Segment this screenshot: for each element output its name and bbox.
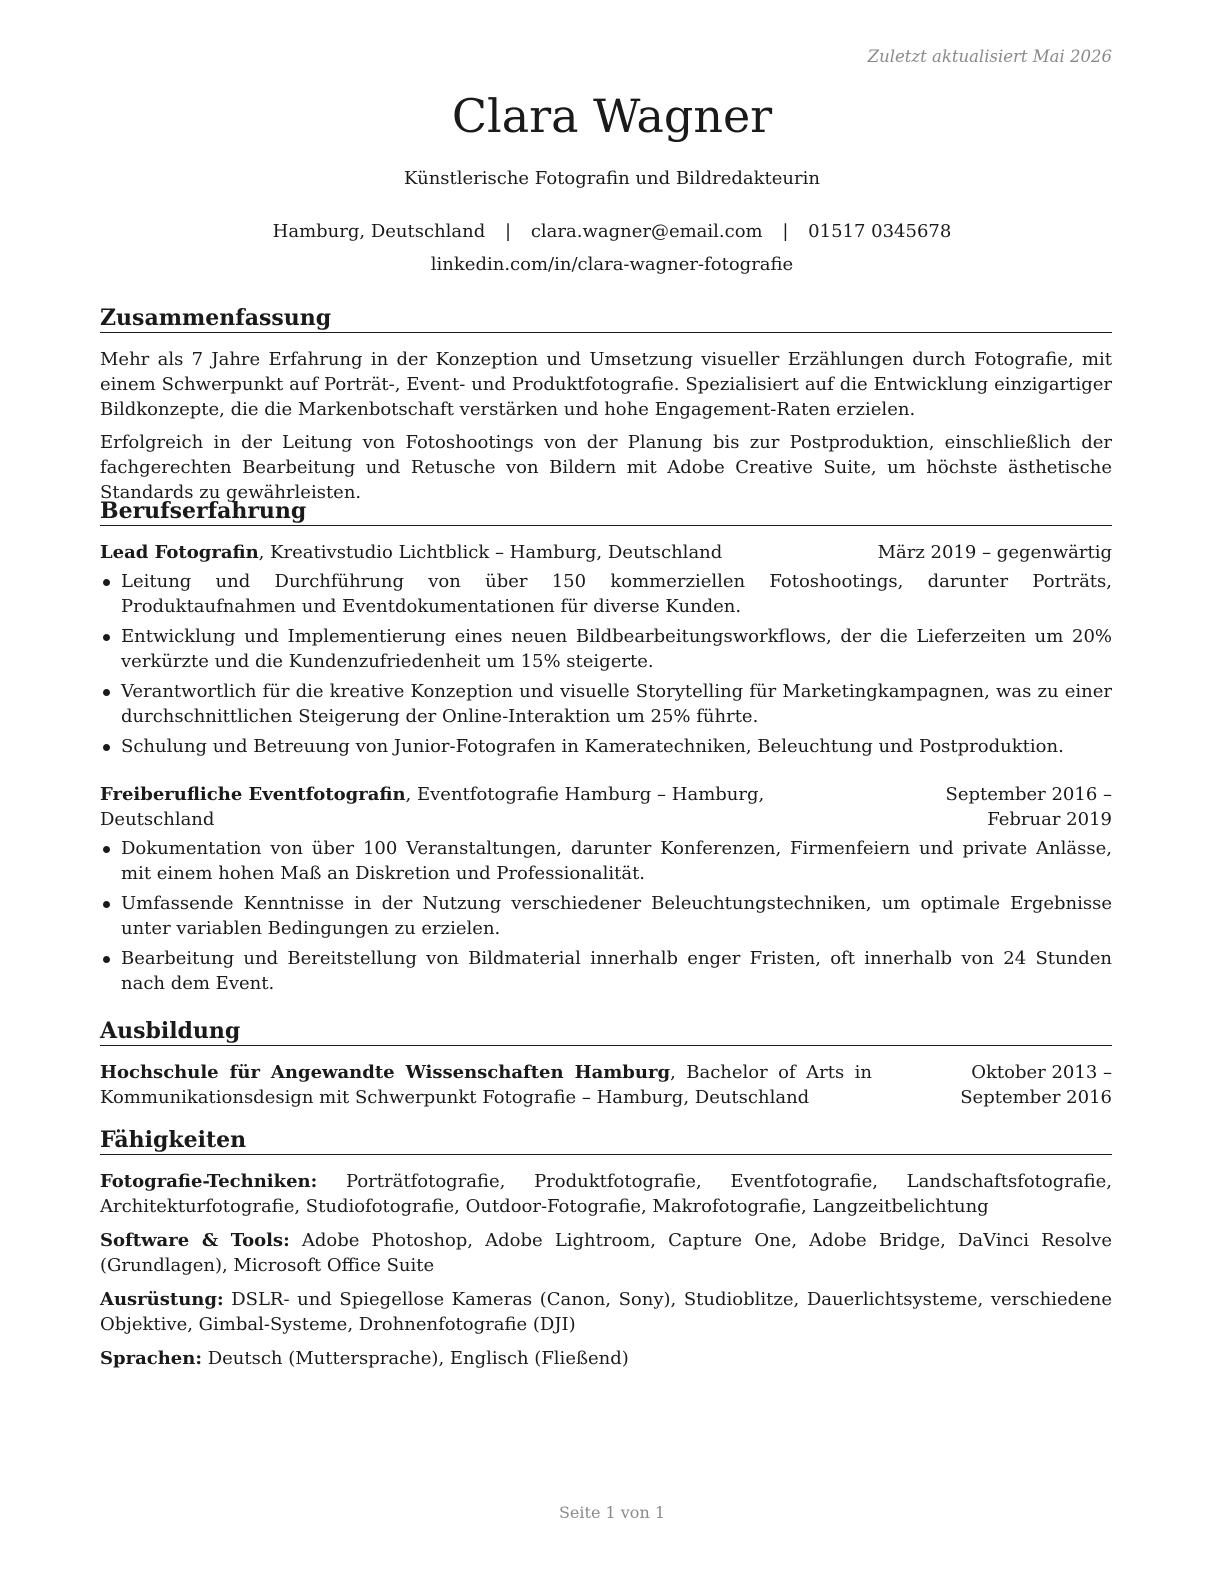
skill-label: Sprachen:: [100, 1348, 202, 1369]
email-link[interactable]: clara.wagner@email.com: [530, 221, 763, 242]
job-bullets: [100, 836, 1112, 996]
skill-text: Deutsch (Muttersprache), Englisch (Fließend): [201, 1348, 629, 1369]
job-bullets: [100, 569, 1112, 759]
list-item: Dokumentation von über 100 Veranstaltungen, darunter Konferenzen, Firmenfeiern und private Anlässe, mit einem hohen Maß an Diskretion und Professionalität.: [100, 836, 1112, 886]
skills-heading: Fähigkeiten: [100, 1126, 1112, 1155]
skills-section: [100, 1126, 1112, 1371]
skill-label: Software & Tools:: [100, 1230, 290, 1251]
job-dates: September 2016 – Februar 2019: [945, 784, 1112, 830]
location: Hamburg, Deutschland: [272, 221, 486, 242]
education-dates: Oktober 2013 – September 2016: [960, 1062, 1112, 1108]
skill-item: [100, 1346, 1112, 1371]
job-header: [100, 540, 1112, 565]
summary-section: [100, 304, 1112, 505]
job-dates: März 2019 – gegenwärtig: [877, 542, 1112, 563]
separator: |: [782, 221, 789, 242]
list-item: Verantwortlich für die kreative Konzeption und visuelle Storytelling für Marketingkampagnen, was zu einer durchschnittlichen Steigerung der Online-Interaktion um 25% führte.: [100, 679, 1112, 729]
job-details: , Kreativstudio Lichtblick – Hamburg, Deutschland: [258, 542, 723, 563]
separator: |: [505, 221, 512, 242]
experience-section: [100, 497, 1112, 1001]
job-entry: [100, 782, 1112, 996]
job-title: Künstlerische Fotografin und Bildredakteurin: [404, 168, 820, 189]
job-role: Lead Fotografin: [100, 542, 259, 563]
list-item: Schulung und Betreuung von Junior-Fotografen in Kameratechniken, Beleuchtung und Postproduktion.: [100, 734, 1112, 759]
summary-heading: Zusammenfassung: [100, 304, 1112, 333]
contact-line: [0, 219, 1224, 244]
list-item: Entwicklung und Implementierung eines neuen Bildbearbeitungsworkflows, der die Lieferzeiten um 20% verkürzte und die Kundenzufriedenheit um 15% steigerte.: [100, 624, 1112, 674]
skill-text: Adobe Photoshop, Adobe Lightroom, Capture One, Adobe Bridge, DaVinci Resolve (Grundlagen), Microsoft Office Suite: [100, 1230, 1112, 1276]
job-entry: [100, 540, 1112, 759]
last-updated: Zuletzt aktualisiert Mai 2026: [867, 47, 1112, 66]
summary-paragraph: Mehr als 7 Jahre Erfahrung in der Konzeption und Umsetzung visueller Erzählungen durch Fotografie, mit einem Schwerpunkt auf Porträt-, Event- und Produktfotografie. Spezialisiert auf die Entwicklung einzigartiger Bildkonzepte, die die Markenbotschaft verstärken und hohe Engagement-Raten erzielen.: [100, 349, 1112, 420]
person-name: Clara Wagner: [451, 89, 773, 143]
skill-label: Fotografie-Techniken:: [100, 1171, 318, 1192]
experience-heading: Berufserfahrung: [100, 497, 1112, 526]
job-role: Freiberufliche Eventfotografin: [100, 784, 406, 805]
job-details: , Eventfotografie Hamburg – Hamburg, Deutschland: [100, 784, 765, 830]
phone-number: 01517 0345678: [808, 221, 952, 242]
skill-item: [100, 1228, 1112, 1278]
job-header: [100, 782, 1112, 832]
list-item: Umfassende Kenntnisse in der Nutzung verschiedener Beleuchtungstechniken, um optimale Ergebnisse unter variablen Bedingungen zu erzielen.: [100, 891, 1112, 941]
school-name: Hochschule für Angewandte Wissenschaften Hamburg: [100, 1062, 671, 1083]
education-entry: [100, 1060, 1112, 1110]
linkedin-link[interactable]: linkedin.com/in/clara-wagner-fotografie: [430, 254, 794, 275]
education-heading: Ausbildung: [100, 1017, 1112, 1046]
skill-text: DSLR- und Spiegellose Kameras (Canon, Sony), Studioblitze, Dauerlichtsysteme, verschiedene Objektive, Gimbal-Systeme, Drohnenfotografie (DJI): [100, 1289, 1112, 1335]
page-number: Seite 1 von 1: [558, 1503, 666, 1522]
skill-label: Ausrüstung:: [100, 1289, 224, 1310]
list-item: Leitung und Durchführung von über 150 kommerziellen Fotoshootings, darunter Porträts, Produktaufnahmen und Eventdokumentationen für diverse Kunden.: [100, 569, 1112, 619]
skill-item: [100, 1287, 1112, 1337]
degree-details: , Bachelor of Arts in Kommunikationsdesign mit Schwerpunkt Fotografie – Hamburg, Deutschland: [100, 1062, 872, 1108]
list-item: Bearbeitung und Bereitstellung von Bildmaterial innerhalb enger Fristen, oft innerhalb von 24 Stunden nach dem Event.: [100, 946, 1112, 996]
skill-item: [100, 1169, 1112, 1219]
summary-paragraph: Erfolgreich in der Leitung von Fotoshootings von der Planung bis zur Postproduktion, einschließlich der fachgerechten Bearbeitung und Retusche von Bildern mit Adobe Creative Suite, um höchste ästhetische Standards zu gewährleisten.: [100, 432, 1112, 503]
skill-text: Porträtfotografie, Produktfotografie, Eventfotografie, Landschaftsfotografie, Architekturfotografie, Studiofotografie, Outdoor-Fotografie, Makrofotografie, Langzeitbelichtung: [100, 1171, 1112, 1217]
education-section: [100, 1017, 1112, 1110]
